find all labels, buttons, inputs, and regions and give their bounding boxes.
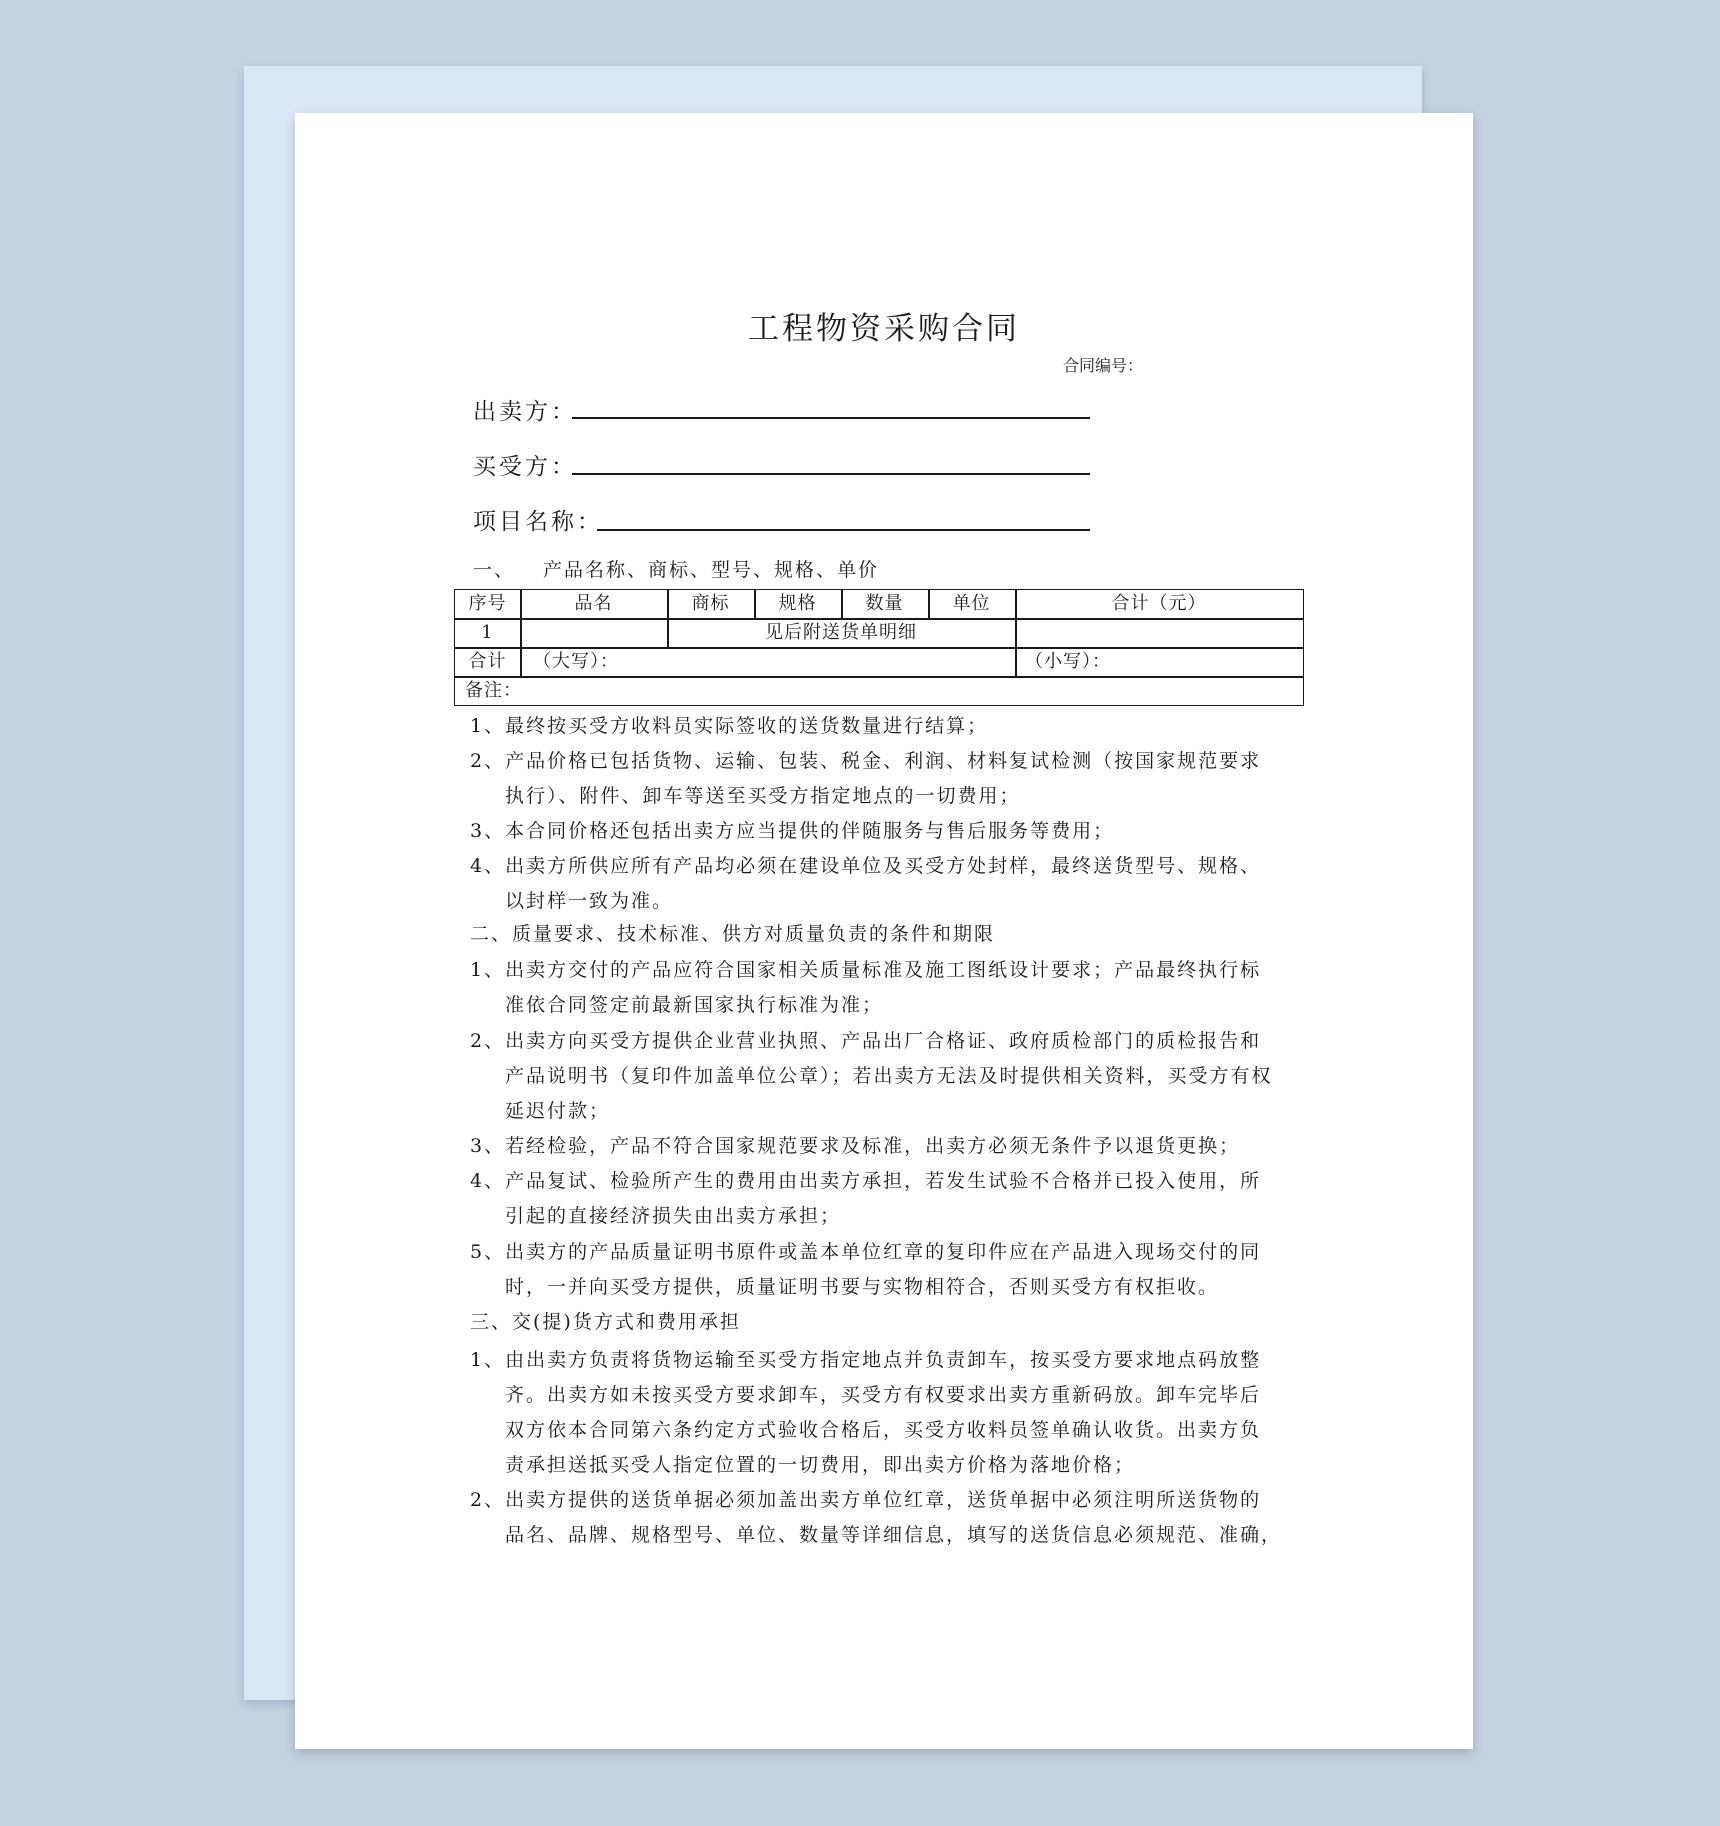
contract-number-label: 合同编号： <box>1063 356 1144 375</box>
header-brand: 商标 <box>691 593 730 614</box>
section2-heading: 二、质量要求、技术标准、供方对质量负责的条件和期限 <box>470 923 996 945</box>
row1-no: 1 <box>481 622 494 643</box>
section2-item-4: 4、产品复试、检验所产生的费用由出卖方承担，若发生试验不合格并已投入使用，所 <box>470 1170 1262 1192</box>
buyer-field-line <box>572 473 1090 475</box>
section1-item-1: 1、最终按买受方收料员实际签收的送货数量进行结算； <box>470 715 989 737</box>
contract-page <box>295 113 1473 1749</box>
section3-heading: 三、交(提)货方式和费用承担 <box>470 1311 741 1333</box>
section2-item-5: 5、出卖方的产品质量证明书原件或盖本单位红章的复印件应在产品进入现场交付的同 <box>470 1241 1262 1263</box>
section2-item-5-cont: 时，一并向买受方提供，质量证明书要与实物相符合，否则买受方有权拒收。 <box>505 1276 1220 1298</box>
document-title: 工程物资采购合同 <box>748 311 1020 347</box>
section3-item-1-cont3: 责承担送抵买受人指定位置的一切费用，即出卖方价格为落地价格； <box>505 1454 1136 1476</box>
section3-item-1-cont2: 双方依本合同第六条约定方式验收合格后，买受方收料员签单确认收货。出卖方负 <box>505 1419 1262 1441</box>
project-name-label: 项目名称： <box>473 509 603 535</box>
header-total-yuan: 合计（元） <box>1111 593 1207 614</box>
header-spec: 规格 <box>778 593 817 614</box>
header-product-name: 品名 <box>574 593 613 614</box>
header-no: 序号 <box>468 593 507 614</box>
section2-item-2-cont2: 延迟付款； <box>505 1100 611 1122</box>
section1-heading <box>473 555 879 582</box>
section2-item-1-cont: 准依合同签定前最新国家执行标准为准； <box>505 994 884 1016</box>
section1-item-4-cont: 以封样一致为准。 <box>505 890 674 912</box>
section1-item-3: 3、本合同价格还包括出卖方应当提供的伴随服务与售后服务等费用； <box>470 820 1115 842</box>
buyer-label: 买受方： <box>473 454 577 480</box>
remark-label: 备注： <box>465 680 522 701</box>
row1-note: 见后附送货单明细 <box>765 622 917 643</box>
section2-item-1: 1、出卖方交付的产品应符合国家相关质量标准及施工图纸设计要求；产品最终执行标 <box>470 959 1262 981</box>
product-table <box>454 589 1304 706</box>
seller-field-line <box>572 417 1090 419</box>
header-quantity: 数量 <box>865 593 904 614</box>
header-unit: 单位 <box>952 593 991 614</box>
seller-label: 出卖方： <box>473 399 577 425</box>
section1-item-2: 2、产品价格已包括货物、运输、包装、税金、利润、材料复试检测（按国家规范要求 <box>470 750 1262 772</box>
section3-item-1: 1、由出卖方负责将货物运输至买受方指定地点并负责卸车，按买受方要求地点码放整 <box>470 1349 1262 1371</box>
section1-item-4: 4、出卖方所供应所有产品均必须在建设单位及买受方处封样，最终送货型号、规格、 <box>470 855 1262 877</box>
section2-item-3: 3、若经检验，产品不符合国家规范要求及标准，出卖方必须无条件予以退货更换； <box>470 1135 1241 1157</box>
section1-title: 产品名称、商标、型号、规格、单价 <box>543 559 880 581</box>
total-lower-label: （小写）： <box>1025 651 1111 672</box>
total-label: 合计 <box>468 651 507 672</box>
project-name-field-line <box>597 529 1090 531</box>
section2-item-2-cont: 产品说明书（复印件加盖单位公章）；若出卖方无法及时提供相关资料，买受方有权 <box>505 1065 1273 1087</box>
section3-item-2: 2、出卖方提供的送货单据必须加盖出卖方单位红章，送货单据中必须注明所送货物的 <box>470 1489 1262 1511</box>
table-rule <box>455 676 1303 678</box>
section3-item-1-cont: 齐。出卖方如未按买受方要求卸车，买受方有权要求出卖方重新码放。卸车完毕后 <box>505 1384 1262 1406</box>
total-upper-label: （大写）： <box>533 651 619 672</box>
section1-number: 一、 <box>473 559 516 581</box>
section2-item-4-cont: 引起的直接经济损失由出卖方承担； <box>505 1205 842 1227</box>
section1-item-2-cont: 执行）、附件、卸车等送至买受方指定地点的一切费用； <box>505 785 1021 807</box>
section2-item-2: 2、出卖方向买受方提供企业营业执照、产品出厂合格证、政府质检部门的质检报告和 <box>470 1030 1262 1052</box>
section3-item-2-cont: 品名、品牌、规格型号、单位、数量等详细信息，填写的送货信息必须规范、准确， <box>505 1524 1283 1546</box>
